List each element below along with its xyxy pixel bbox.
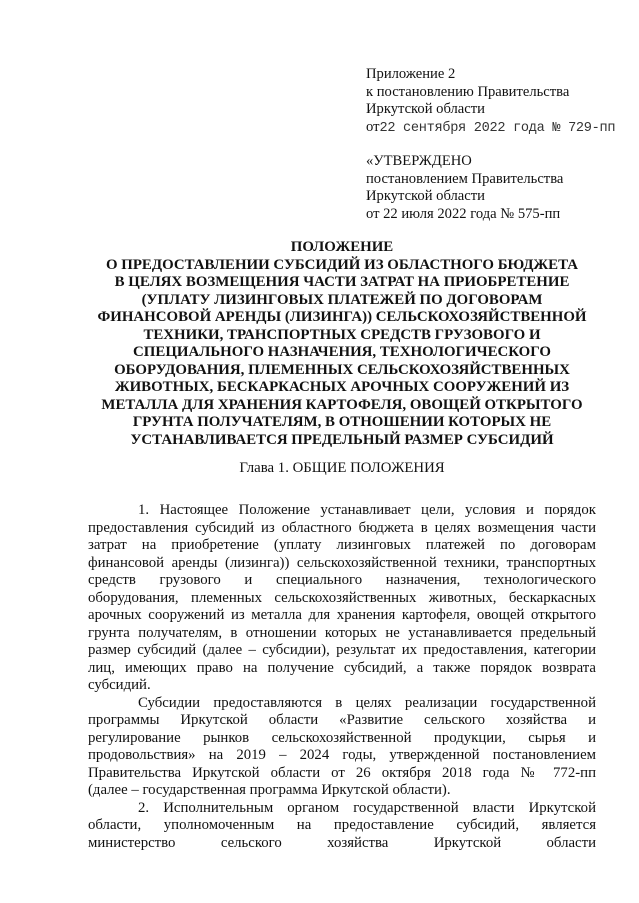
paragraph-line: затрат на приобретение (уплату лизинговых платежей по договорам — [88, 537, 596, 553]
approved-line-1: «УТВЕРЖДЕНО — [366, 153, 472, 169]
approved-block — [366, 153, 626, 223]
title-line: ГРУНТА ПОЛУЧАТЕЛЯМ, В ОТНОШЕНИИ КОТОРЫХ НЕ — [132, 414, 552, 431]
paragraph — [88, 800, 596, 853]
paragraph-line: субсидий. — [88, 677, 151, 693]
title-line: О ПРЕДОСТАВЛЕНИИ СУБСИДИЙ ИЗ ОБЛАСТНОГО БЮДЖЕТА — [105, 256, 579, 273]
paragraph-line: средств грузового и специального назначения, технологического — [88, 572, 596, 588]
title-line: ОБОРУДОВАНИЯ, ПЛЕМЕННЫХ СЕЛЬСКОХОЗЯЙСТВЕННЫХ — [114, 361, 570, 378]
paragraph-line: финансовой аренды (лизинга)) сельскохозяйственной техники, транспортных — [88, 554, 596, 571]
title-line: СПЕЦИАЛЬНОГО НАЗНАЧЕНИЯ, ТЕХНОЛОГИЧЕСКОГО — [133, 344, 551, 361]
paragraph-line: оборудования, племенных сельскохозяйственных животных, бескаркасных — [88, 589, 596, 606]
paragraph-line: грунта получателям, в отношении которых не устанавливается предельный — [88, 624, 596, 641]
paragraph-line: размер субсидий (далее – субсидии), результат их предоставления, категории — [88, 642, 596, 658]
title-line: В ЦЕЛЯХ ВОЗМЕЩЕНИЯ ЧАСТИ ЗАТРАТ НА ПРИОБРЕТЕНИЕ — [114, 274, 570, 291]
paragraph-line: арочных сооружений из металла для хранения картофеля, овощей открытого — [88, 607, 596, 623]
annex-line-2: к постановлению Правительства — [366, 83, 570, 100]
paragraph-line: регулирование рынков сельскохозяйственной продукции, сырья и — [88, 729, 596, 746]
paragraph-line: предоставления субсидий из областного бюджета в целях возмещения части — [88, 519, 596, 536]
approved-line-3: Иркутской области — [366, 188, 485, 205]
paragraph-line: Правительства Иркутской области от 26 октября 2018 года № 772-пп — [88, 764, 596, 781]
annex-line-3: Иркутской области — [366, 101, 485, 118]
annex-block — [366, 66, 626, 137]
annex-date-prefix: от — [366, 118, 380, 135]
paragraph-line: министерство сельского хозяйства Иркутской области — [88, 834, 596, 851]
paragraph-line: лиц, имеющих право на получение субсидий, а также порядок возврата — [88, 659, 596, 676]
annex-line-1: Приложение 2 — [366, 66, 456, 82]
paragraph — [88, 695, 596, 800]
annex-date — [366, 119, 626, 138]
title-line: УСТАНАВЛИВАЕТСЯ ПРЕДЕЛЬНЫЙ РАЗМЕР СУБСИДИЙ — [130, 432, 554, 449]
approved-line-4: от 22 июля 2022 года № 575-пп — [366, 205, 561, 222]
paragraph-line: (далее – государственная программа Иркутской области). — [88, 782, 451, 798]
paragraph-line: области, уполномоченным на предоставление субсидий, является — [88, 817, 596, 833]
paragraph-line: 1. Настоящее Положение устанавливает цели, условия и порядок — [138, 502, 596, 518]
title-line: МЕТАЛЛА ДЛЯ ХРАНЕНИЯ КАРТОФЕЛЯ, ОВОЩЕЙ ОТКРЫТОГО — [101, 396, 583, 413]
title-line: ФИНАНСОВОЙ АРЕНДЫ (ЛИЗИНГА)) СЕЛЬСКОХОЗЯЙСТВЕННОЙ — [97, 309, 587, 326]
title-line: ТЕХНИКИ, ТРАНСПОРТНЫХ СРЕДСТВ ГРУЗОВОГО И — [143, 326, 541, 343]
paragraph-line: программы Иркутской области «Развитие сельского хозяйства и — [88, 712, 596, 728]
paragraph-line: продовольствия» на 2019 – 2024 годы, утвержденной постановлением — [88, 747, 596, 763]
annex-date-stamp: 22 сентября 2022 года № 729-пп — [379, 120, 616, 136]
title-line: ЖИВОТНЫХ, БЕСКАРКАСНЫХ АРОЧНЫХ СООРУЖЕНИЙ ИЗ — [114, 379, 570, 396]
paragraph-line: Субсидии предоставляются в целях реализации государственной — [138, 694, 596, 711]
title-line: ПОЛОЖЕНИЕ — [290, 239, 394, 255]
document-body — [88, 502, 596, 852]
document-title — [88, 239, 596, 450]
chapter-heading: Глава 1. ОБЩИЕ ПОЛОЖЕНИЯ — [239, 460, 445, 476]
paragraph — [88, 502, 596, 695]
paragraph-line: 2. Исполнительным органом государственной власти Иркутской — [138, 799, 596, 816]
approved-line-2: постановлением Правительства — [366, 170, 564, 187]
title-line: (УПЛАТУ ЛИЗИНГОВЫХ ПЛАТЕЖЕЙ ПО ДОГОВОРАМ — [141, 291, 543, 308]
